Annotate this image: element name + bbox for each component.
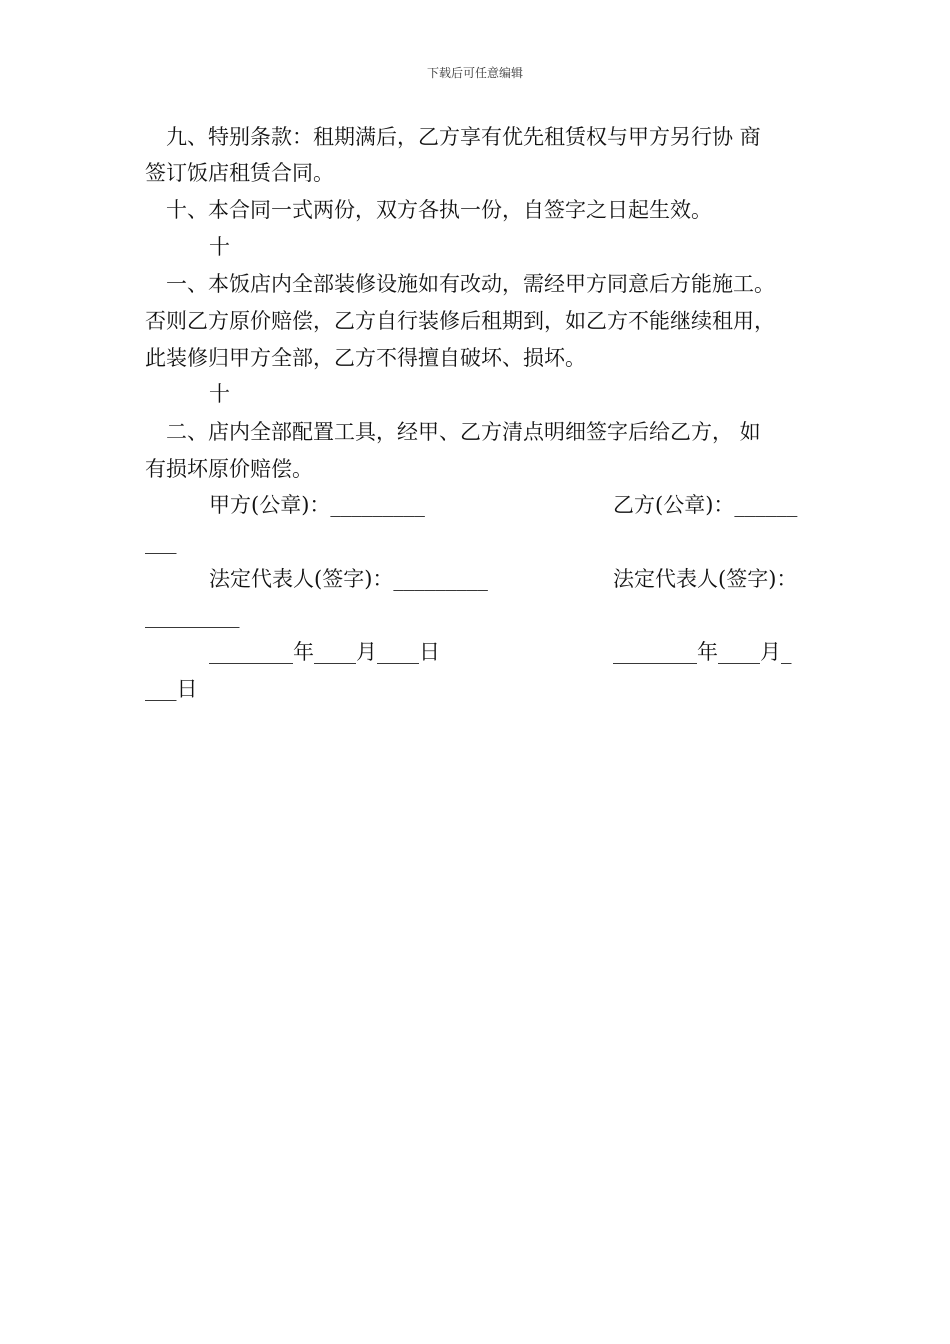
- party-b-seal-line-wrap: ___: [145, 530, 177, 554]
- clause-12-line-1: 二、店内全部配置工具，经甲、乙方清点明细签字后给乙方， 如: [166, 420, 761, 444]
- party-a-seal-line: 甲方(公章)：_________: [209, 493, 425, 517]
- page-header-note: 下载后可任意编辑: [426, 66, 523, 80]
- clause-12-number: 十: [209, 382, 230, 406]
- party-b-date-line: ________年____月_: [613, 640, 792, 664]
- clause-11-line-2: 否则乙方原价赔偿，乙方自行装修后租期到，如乙方不能继续租用，: [145, 309, 775, 333]
- clause-11-line-3: 此装修归甲方全部，乙方不得擅自破坏、损坏。: [145, 346, 586, 370]
- party-a-date-line: ________年____月____日: [209, 640, 440, 664]
- clause-11-line-1: 一、本饭店内全部装修设施如有改动，需经甲方同意后方能施工。: [166, 272, 775, 296]
- party-b-date-line-wrap: ___日: [145, 677, 198, 701]
- clause-10: 十、本合同一式两份，双方各执一份，自签字之日起生效。: [166, 198, 712, 222]
- party-b-representative-line-wrap: _________: [145, 604, 240, 628]
- clause-9-line-2: 签订饭店租赁合同。: [145, 161, 334, 185]
- party-b-representative-line: 法定代表人(签字)：: [613, 567, 798, 591]
- party-a-representative-line: 法定代表人(签字)：_________: [209, 567, 488, 591]
- clause-11-number: 十: [209, 235, 230, 259]
- party-b-seal-line: 乙方(公章)：______: [613, 493, 798, 517]
- clause-12-line-2: 有损坏原价赔偿。: [145, 457, 313, 481]
- clause-9-line-1: 九、特别条款：租期满后，乙方享有优先租赁权与甲方另行协 商: [166, 125, 761, 149]
